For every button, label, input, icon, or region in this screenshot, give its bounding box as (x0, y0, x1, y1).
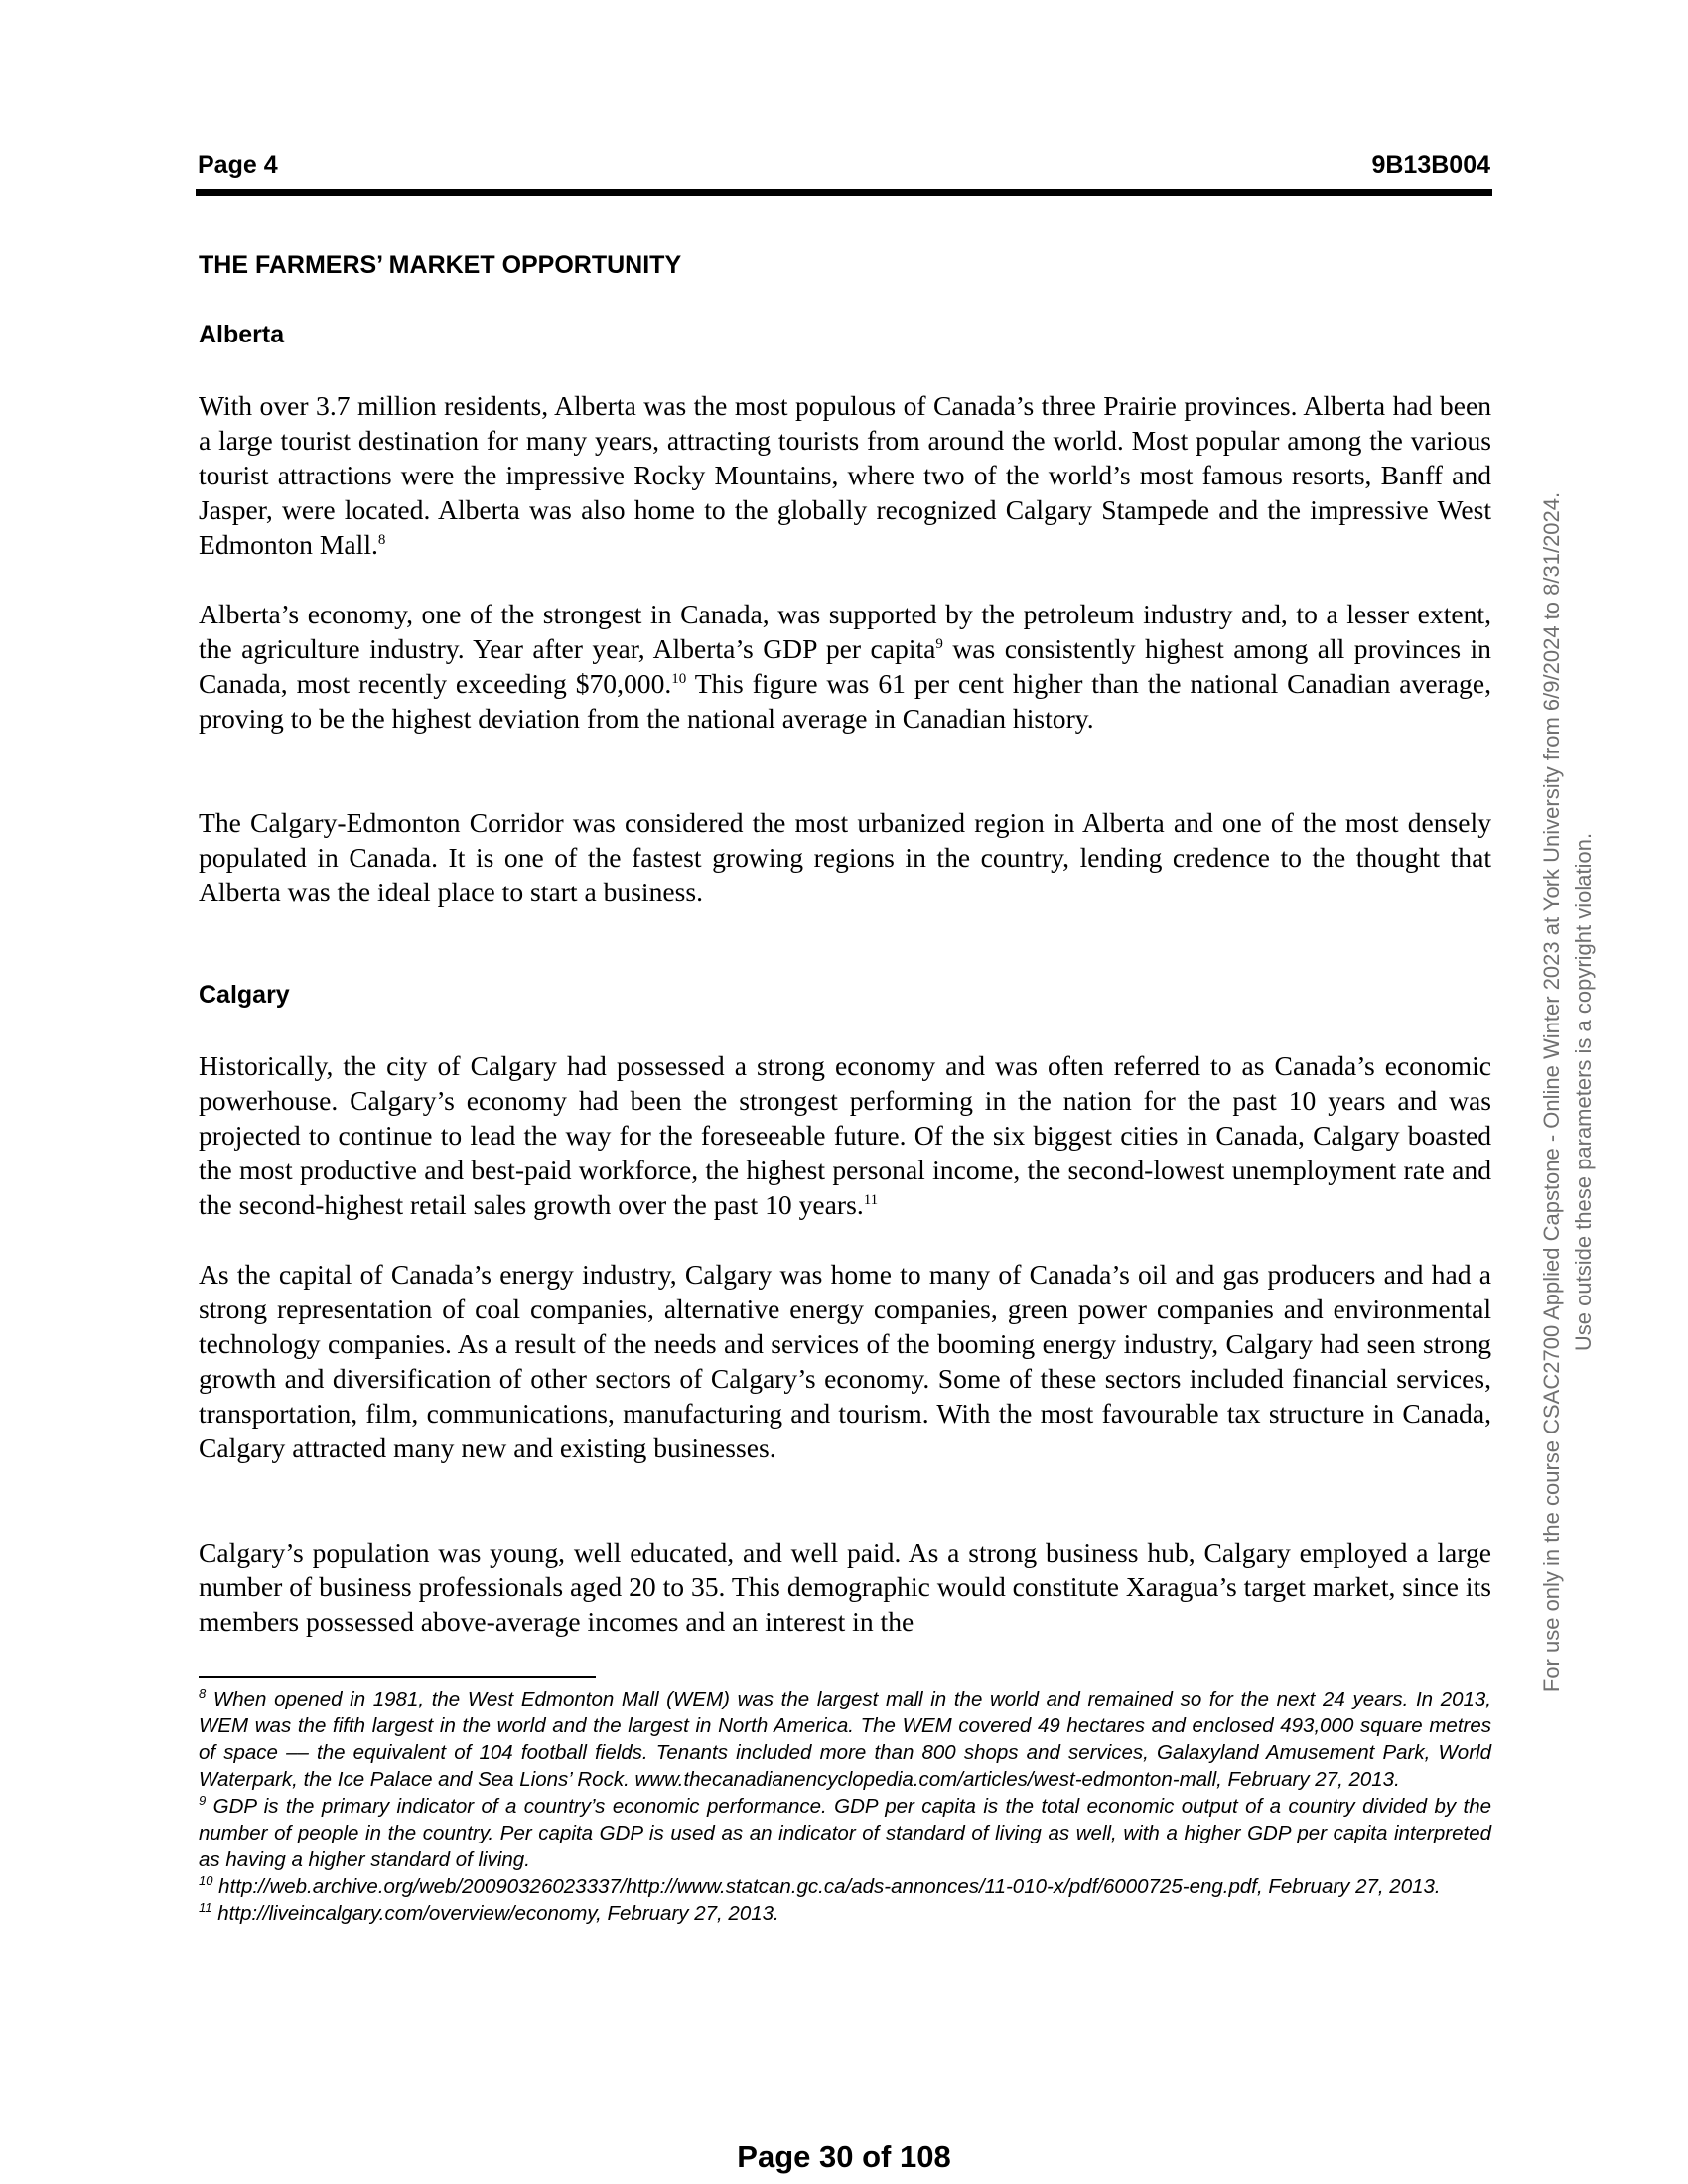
page-header (196, 149, 1492, 196)
footnote-ref-9: 9 (935, 635, 943, 652)
footnote-8: $^8$ When opened in 1981, the West Edmonton Mall (WEM) was the largest mall in the world and remained so for the next 24 years. In 2013, WEM was the fifth largest in the world and the largest in North America. The WEM covered 49 hectares and enclosed 493,000 square metres of space –– the equivalent of 104 football fields. Tenants included more than 800 shops and services, Galaxyland Amusement Park, World Waterpark, the Ice Palace and Sea Lions’ Rock. www.thecanadianencyclopedia.com/articles/west-edmonton-mall, February 27, 2013. (199, 1686, 1491, 1791)
calgary-paragraph-2: As the capital of Canada’s energy industry, Calgary was home to many of Canada’s oil and gas producers and had a strong representation of coal companies, alternative energy companies, green power companies and environmental technology companies. As a result of the needs and services of the booming energy industry, Calgary had seen strong growth and diversification of other sectors of Calgary’s economy. Some of these sectors included financial services, transportation, film, communications, manufacturing and tourism. With the most favourable tax structure in Canada, Calgary attracted many new and existing businesses. (199, 1259, 1491, 1463)
calgary-heading: Calgary (199, 981, 290, 1009)
alberta-paragraph-2: Alberta’s economy, one of the strongest in Canada, was supported by the petroleum industry and, to a lesser extent, the agriculture industry. Year after year, Alberta’s GDP per capita$^9$ was consistently highest among all provinces in Canada, most recently exceeding $70,000.10 This figure was 61 per cent higher than the national Canadian average, proving to be the highest deviation from the national average in Canadian history. (199, 599, 1491, 734)
footnote-ref-10: 10 (671, 670, 687, 687)
footnote-ref-8: 8 (377, 531, 386, 548)
alberta-paragraph-3: The Calgary-Edmonton Corridor was considered the most urbanized region in Alberta and one of the most densely populated in Canada. It is one of the fastest growing regions in the country, lending credence to the thought that Alberta was the ideal place to start a business. (199, 807, 1491, 907)
watermark-line-2: Use outside these parameters is a copyright violation. (1571, 832, 1596, 1352)
calgary-paragraph-3: Calgary’s population was young, well educated, and well paid. As a strong business hub, Calgary employed a large number of business professionals aged 20 to 35. This demographic would constitute Xaragua’s target market, since its members possessed above-average incomes and an interest in the (199, 1537, 1491, 1637)
footnote-9: $^9$ GDP is the primary indicator of a country’s economic performance. GDP per capita is the total economic output of a country divided by the number of people in the country. Per capita GDP is used as an indicator of standard of living as well, with a higher GDP per capita interpreted as having a higher standard of living. (199, 1793, 1491, 1871)
copyright-watermark (1536, 477, 1625, 1707)
footnote-ref-11: 11 (863, 1191, 879, 1208)
section-title: THE FARMERS’ MARKET OPPORTUNITY (199, 251, 682, 279)
footnotes (199, 1686, 1491, 1927)
watermark-line-1: For use only in the course CSAC2700 Applied Capstone - Online Winter 2023 at York University from 6/9/2024 to 8/31/2024. (1539, 491, 1564, 1693)
footnote-10: $^{10}$ http://web.archive.org/web/20090326023337/http://www.statcan.gc.ca/ads-annonces/11-010-x/pdf/6000725-eng.pdf, February 27, 2013. (199, 1873, 1441, 1898)
alberta-heading: Alberta (199, 321, 285, 348)
document-code: 9B13B004 (1371, 151, 1490, 179)
footnote-divider (199, 1676, 596, 1678)
calgary-paragraph-1: Historically, the city of Calgary had possessed a strong economy and was often referred to as Canada’s economic powerhouse. Calgary’s economy had been the strongest performing in the nation for the past 10 years and was projected to continue to lead the way for the foreseeable future. Of the six biggest cities in Canada, Calgary boasted the most productive and best-paid workforce, the highest personal income, the second-lowest unemployment rate and the second-highest retail sales growth over the past 10 years.$^{11}$ (199, 1050, 1491, 1220)
footnote-11: $^{11}$ http://liveincalgary.com/overview/economy, February 27, 2013. (199, 1900, 779, 1925)
alberta-paragraph-1: With over 3.7 million residents, Alberta was the most populous of Canada’s three Prairie provinces. Alberta had been a large tourist destination for many years, attracting tourists from around the world. Most popular among the various tourist attractions were the impressive Rocky Mountains, where two of the world’s most famous resorts, Banff and Jasper, were located. Alberta was also home to the globally recognized Calgary Stampede and the impressive West Edmonton Mall.$^8$ (199, 390, 1491, 560)
page-label: Page 4 (198, 151, 278, 179)
page-counter: Page 30 of 108 (737, 2139, 951, 2174)
